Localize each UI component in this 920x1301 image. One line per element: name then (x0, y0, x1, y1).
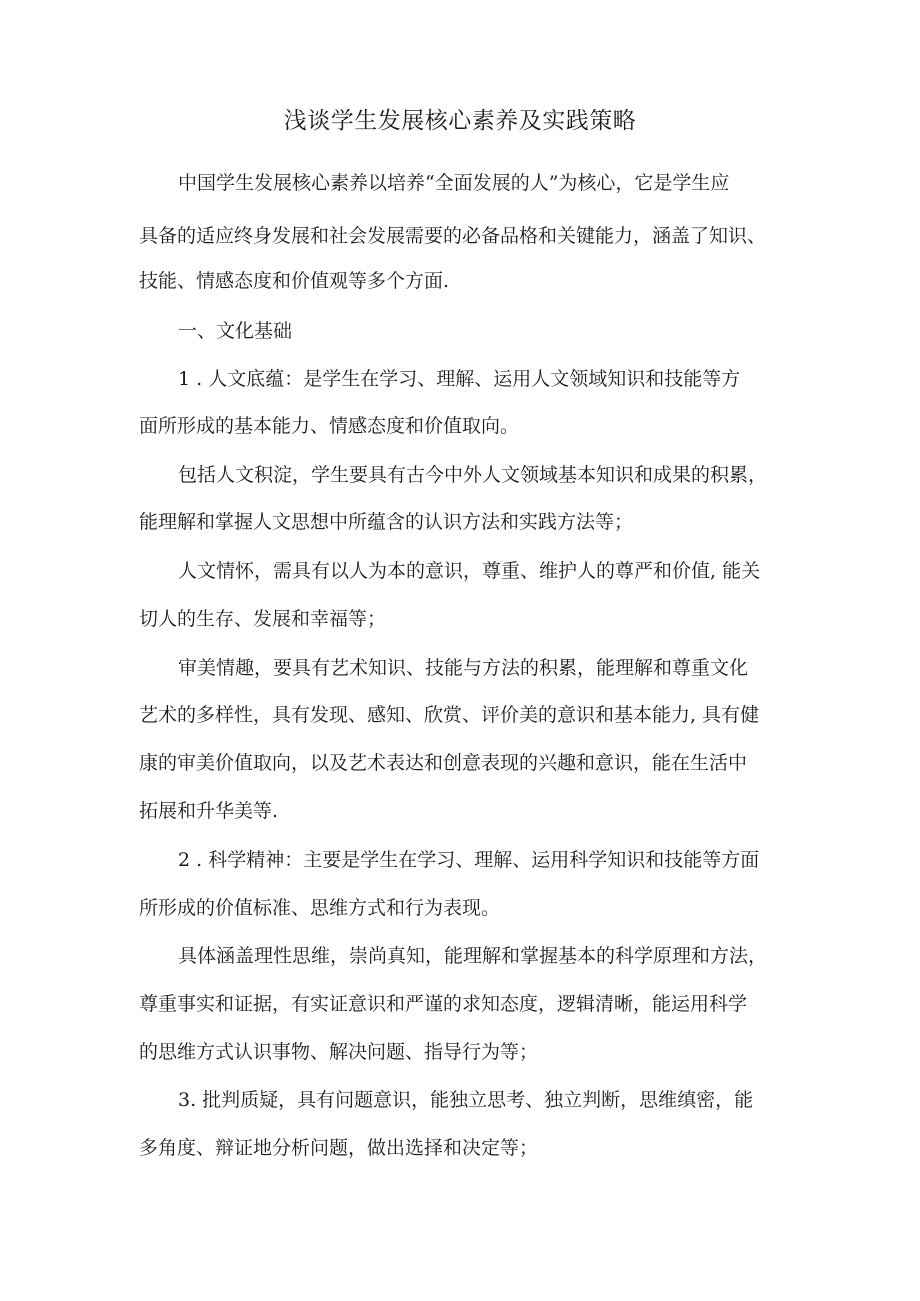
paragraph-line: 人文情怀，需具有以人为本的意识，尊重、维护人的尊严和价值, 能关 (178, 560, 761, 582)
paragraph-line: 拓展和升华美等. (139, 800, 279, 822)
document-title: 浅谈学生发展核心素养及实践策略 (283, 108, 637, 134)
paragraph-line: 包括人文积淀，学生要具有古今中外人文领域基本知识和成果的积累， (178, 464, 768, 486)
paragraph-line: 能理解和掌握人文思想中所蕴含的认识方法和实践方法等； (139, 511, 634, 533)
paragraph-line: 技能、情感态度和价值观等多个方面. (139, 270, 450, 292)
paragraph-line: 具备的适应终身发展和社会发展需要的必备品格和关键能力，涵盖了知识、 (139, 225, 767, 247)
paragraph-line: 的思维方式认识事物、解决问题、指导行为等； (139, 1041, 539, 1063)
paragraph-line: 所形成的价值标准、思维方式和行为表现。 (139, 897, 501, 919)
paragraph-line: 审美情趣，要具有艺术知识、技能与方法的积累，能理解和尊重文化 (178, 657, 749, 679)
paragraph-line: 3. 批判质疑，具有问题意识，能独立思考、独立判断，思维缜密，能 (178, 1089, 754, 1111)
paragraph-line: 多角度、辩证地分析问题，做出选择和决定等； (139, 1137, 539, 1159)
paragraph-line: 1 . 人文底蕴：是学生在学习、理解、运用人文领域知识和技能等方 (178, 368, 741, 390)
paragraph-line: 面所形成的基本能力、情感态度和价值取向。 (139, 415, 520, 437)
paragraph-line: 切人的生存、发展和幸福等； (139, 608, 387, 630)
section-heading: 一、文化基础 (178, 320, 293, 342)
paragraph-line: 艺术的多样性，具有发现、感知、欣赏、评价美的意识和基本能力, 具有健 (139, 704, 760, 726)
paragraph-line: 具体涵盖理性思维，崇尚真知，能理解和掌握基本的科学原理和方法， (178, 945, 768, 967)
paragraph-line: 中国学生发展核心素养以培养“全面发展的人”为核心，它是学生应 (178, 172, 730, 194)
paragraph-line: 康的审美价值取向，以及艺术表达和创意表现的兴趣和意识，能在生活中 (139, 752, 748, 774)
paragraph-line: 2 . 科学精神：主要是学生在学习、理解、运用科学知识和技能等方面 (178, 849, 760, 871)
paragraph-line: 尊重事实和证据，有实证意识和严谨的求知态度，逻辑清晰，能运用科学 (139, 993, 748, 1015)
